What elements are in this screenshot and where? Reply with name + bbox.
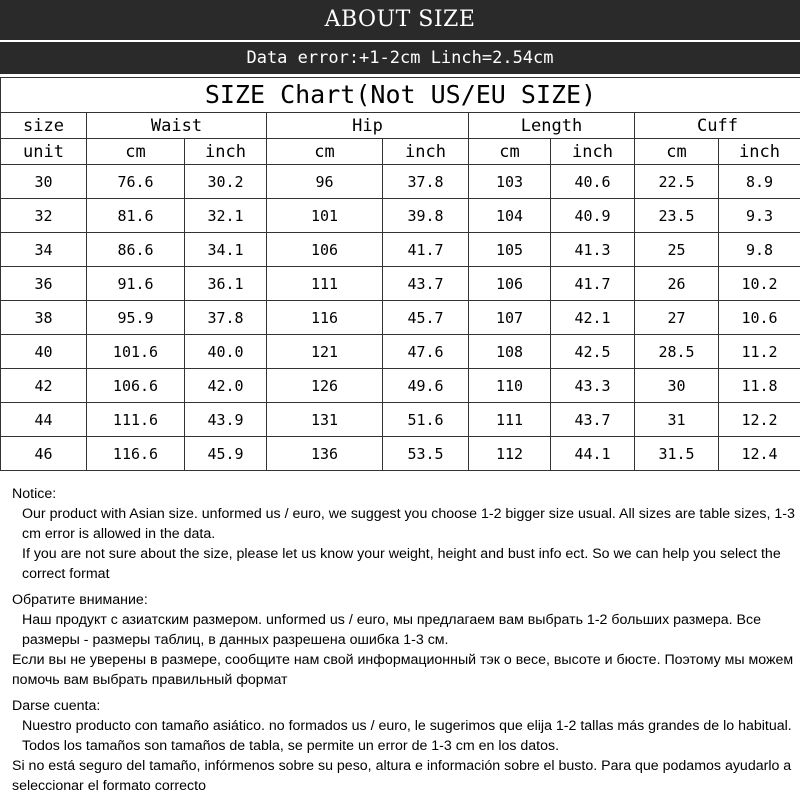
measurement-cell: 11.2	[719, 335, 800, 369]
notice-section	[12, 484, 796, 802]
measurement-cell: 51.6	[383, 403, 469, 437]
measurement-cell: 27	[635, 301, 719, 335]
measurement-cell: 9.3	[719, 199, 800, 233]
measurement-cell: 42.0	[185, 369, 267, 403]
size-value-cell: 42	[1, 369, 87, 403]
measurement-cell: 22.5	[635, 165, 719, 199]
measurement-cell: 76.6	[87, 165, 185, 199]
measurement-cell: 40.6	[551, 165, 635, 199]
measurement-cell: 39.8	[383, 199, 469, 233]
measurement-cell: 36.1	[185, 267, 267, 301]
unit-cell: inch	[383, 139, 469, 165]
measurement-cell: 86.6	[87, 233, 185, 267]
notice-paragraph: If you are not sure about the size, please let us know your weight, height and bust info ect. So we can help you select the correct format	[12, 544, 796, 584]
measurement-cell: 131	[267, 403, 383, 437]
measurement-cell: 12.2	[719, 403, 800, 437]
measurement-cell: 43.3	[551, 369, 635, 403]
measurement-cell: 28.5	[635, 335, 719, 369]
unit-cell: cm	[469, 139, 551, 165]
measurement-cell: 111	[267, 267, 383, 301]
measurement-cell: 106	[267, 233, 383, 267]
measurement-cell: 91.6	[87, 267, 185, 301]
measurement-cell: 106.6	[87, 369, 185, 403]
size-row	[1, 301, 800, 335]
data-error-banner	[0, 42, 800, 74]
measurement-cell: 26	[635, 267, 719, 301]
size-row	[1, 199, 800, 233]
measurement-cell: 105	[469, 233, 551, 267]
size-row	[1, 369, 800, 403]
cuff-header: Cuff	[635, 113, 800, 139]
notice-paragraph: Если вы не уверены в размере, сообщите нам свой информационный тэк о весе, высоте и бюсте. Поэтому мы можем помочь вам выбрать правильный формат	[12, 650, 796, 690]
size-value-cell: 38	[1, 301, 87, 335]
notice-paragraph: Our product with Asian size. unformed us / euro, we suggest you choose 1-2 bigger size usual. All sizes are table sizes, 1-3 cm error is allowed in the data.	[12, 504, 796, 544]
measurement-cell: 31.5	[635, 437, 719, 471]
hip-header: Hip	[267, 113, 469, 139]
unit-cell: inch	[719, 139, 800, 165]
size-row	[1, 335, 800, 369]
measurement-cell: 9.8	[719, 233, 800, 267]
measurement-cell: 121	[267, 335, 383, 369]
measurement-cell: 106	[469, 267, 551, 301]
size-value-cell: 46	[1, 437, 87, 471]
size-row	[1, 165, 800, 199]
size-value-cell: 32	[1, 199, 87, 233]
measurement-cell: 81.6	[87, 199, 185, 233]
measurement-cell: 37.8	[383, 165, 469, 199]
measurement-cell: 45.7	[383, 301, 469, 335]
measurement-cell: 34.1	[185, 233, 267, 267]
unit-cell: cm	[267, 139, 383, 165]
measurement-cell: 49.6	[383, 369, 469, 403]
notice-paragraph: Si no está seguro del tamaño, infórmenos sobre su peso, altura e información sobre el busto. Para que podamos ayudarlo a seleccionar el formato correcto	[12, 756, 796, 796]
size-header: size	[1, 113, 87, 139]
measurement-cell: 53.5	[383, 437, 469, 471]
measurement-cell: 116	[267, 301, 383, 335]
measurement-cell: 101	[267, 199, 383, 233]
notice-heading: Обратите внимание:	[12, 590, 796, 610]
unit-header: unit	[1, 139, 87, 165]
size-value-cell: 44	[1, 403, 87, 437]
measurement-cell: 40.9	[551, 199, 635, 233]
measurement-cell: 40.0	[185, 335, 267, 369]
group-header-row	[1, 113, 800, 139]
measurement-cell: 126	[267, 369, 383, 403]
measurement-cell: 45.9	[185, 437, 267, 471]
measurement-cell: 111.6	[87, 403, 185, 437]
about-size-header	[0, 0, 800, 40]
unit-cell: cm	[87, 139, 185, 165]
measurement-cell: 23.5	[635, 199, 719, 233]
measurement-cell: 43.7	[383, 267, 469, 301]
measurement-cell: 41.3	[551, 233, 635, 267]
unit-cell: inch	[185, 139, 267, 165]
size-value-cell: 36	[1, 267, 87, 301]
measurement-cell: 112	[469, 437, 551, 471]
notice-english	[12, 484, 796, 584]
measurement-cell: 95.9	[87, 301, 185, 335]
measurement-cell: 12.4	[719, 437, 800, 471]
size-row	[1, 403, 800, 437]
notice-paragraph: Наш продукт с азиатским размером. unformed us / euro, мы предлагаем вам выбрать 1-2 больших размера. Все размеры - размеры таблиц, в данных разрешена ошибка 1-3 см.	[12, 610, 796, 650]
notice-spanish	[12, 696, 796, 796]
measurement-cell: 104	[469, 199, 551, 233]
measurement-cell: 110	[469, 369, 551, 403]
measurement-cell: 101.6	[87, 335, 185, 369]
measurement-cell: 107	[469, 301, 551, 335]
measurement-cell: 103	[469, 165, 551, 199]
measurement-cell: 44.1	[551, 437, 635, 471]
unit-header-row	[1, 139, 800, 165]
notice-russian	[12, 590, 796, 690]
measurement-cell: 41.7	[383, 233, 469, 267]
notice-heading: Darse cuenta:	[12, 696, 796, 716]
measurement-cell: 116.6	[87, 437, 185, 471]
measurement-cell: 108	[469, 335, 551, 369]
size-value-cell: 40	[1, 335, 87, 369]
notice-paragraph: Nuestro producto con tamaño asiático. no formados us / euro, le sugerimos que elija 1-2 tallas más grandes de lo habitual. Todos los tamaños son tamaños de tabla, se permite un error de 1-3 cm en los datos.	[12, 716, 796, 756]
measurement-cell: 8.9	[719, 165, 800, 199]
size-row	[1, 233, 800, 267]
size-row	[1, 437, 800, 471]
measurement-cell: 32.1	[185, 199, 267, 233]
size-rows	[1, 165, 800, 471]
measurement-cell: 30.2	[185, 165, 267, 199]
size-value-cell: 34	[1, 233, 87, 267]
unit-cell: cm	[635, 139, 719, 165]
measurement-cell: 96	[267, 165, 383, 199]
size-value-cell: 30	[1, 165, 87, 199]
measurement-cell: 37.8	[185, 301, 267, 335]
measurement-cell: 31	[635, 403, 719, 437]
measurement-cell: 25	[635, 233, 719, 267]
measurement-cell: 10.2	[719, 267, 800, 301]
size-chart-table	[0, 77, 800, 471]
measurement-cell: 41.7	[551, 267, 635, 301]
length-header: Length	[469, 113, 635, 139]
notice-heading: Notice:	[12, 484, 796, 504]
size-row	[1, 267, 800, 301]
measurement-cell: 10.6	[719, 301, 800, 335]
measurement-cell: 43.7	[551, 403, 635, 437]
measurement-cell: 11.8	[719, 369, 800, 403]
data-error-text: Data error:+1-2cm Linch=2.54cm	[246, 48, 553, 68]
unit-cell: inch	[551, 139, 635, 165]
measurement-cell: 111	[469, 403, 551, 437]
measurement-cell: 47.6	[383, 335, 469, 369]
measurement-cell: 43.9	[185, 403, 267, 437]
measurement-cell: 136	[267, 437, 383, 471]
measurement-cell: 42.5	[551, 335, 635, 369]
measurement-cell: 42.1	[551, 301, 635, 335]
about-size-title: ABOUT SIZE	[325, 7, 476, 32]
measurement-cell: 30	[635, 369, 719, 403]
chart-title: SIZE Chart(Not US/EU SIZE)	[1, 78, 800, 113]
waist-header: Waist	[87, 113, 267, 139]
